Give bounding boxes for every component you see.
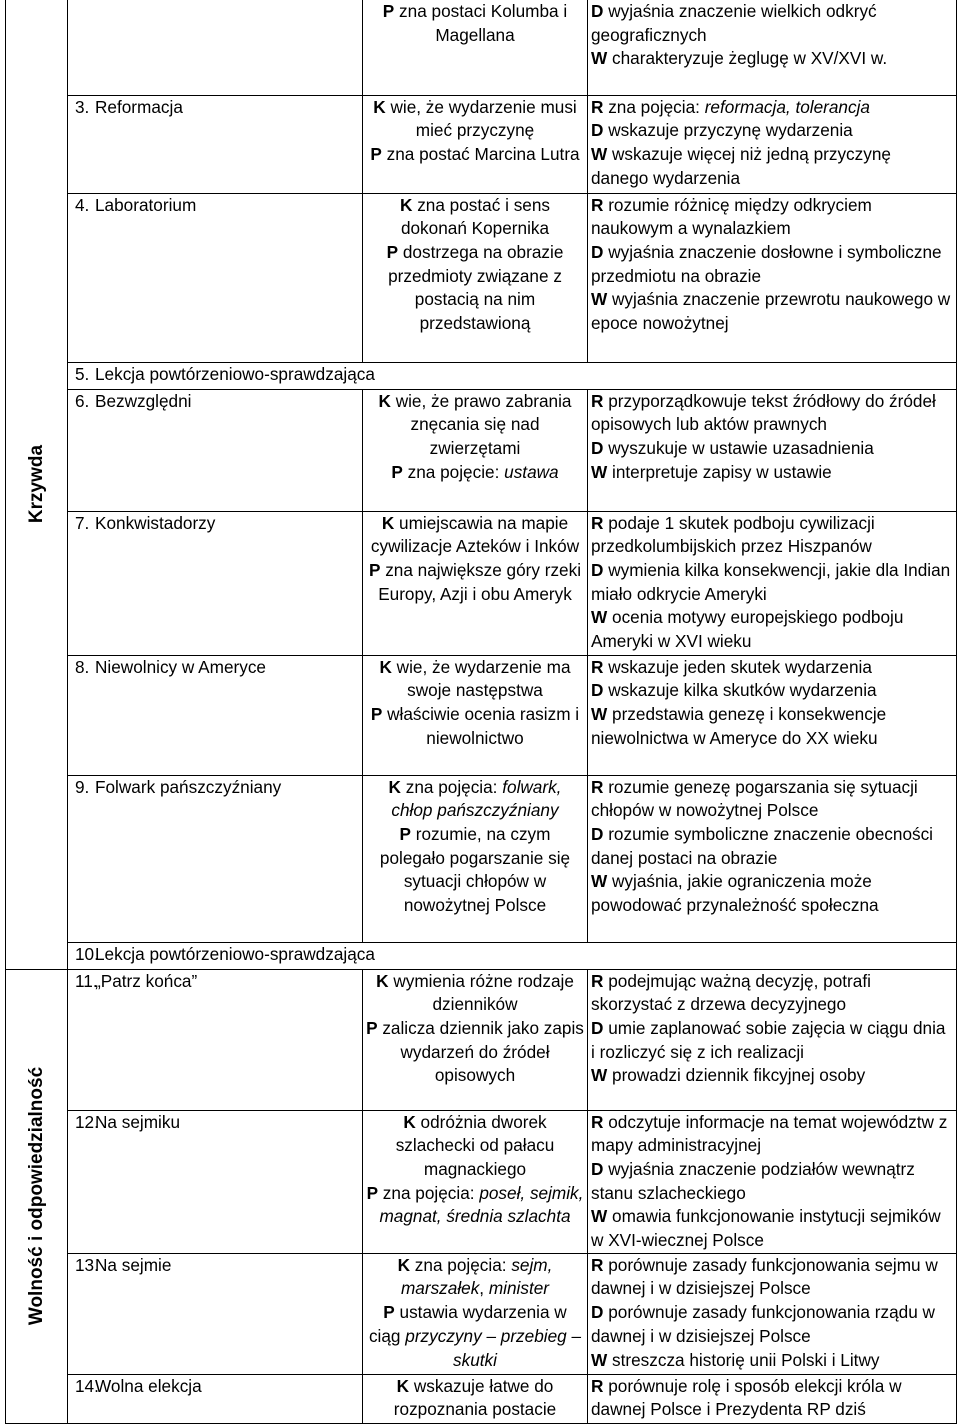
line-text: podejmując ważną decyzję, potrafi skorzystać z drzewa decyzyjnego — [591, 970, 871, 1015]
goal-line — [591, 47, 953, 71]
lesson-title: Lekcja powtórzeniowo-sprawdzająca — [95, 363, 375, 384]
level-marker: W — [591, 143, 608, 164]
lesson-title: Reformacja — [95, 96, 183, 117]
line-text: ocenia motywy europejskiego podboju Ameryki w XVI wieku — [591, 607, 904, 652]
goal-line — [591, 1349, 953, 1373]
requirements-cell — [363, 95, 588, 193]
goal-line — [591, 437, 953, 461]
level-marker: W — [591, 1065, 608, 1086]
level-marker: D — [591, 1, 604, 21]
goal-line — [591, 679, 953, 703]
goals-cell — [588, 655, 957, 775]
level-marker: P — [368, 559, 381, 580]
table-row — [6, 362, 957, 389]
level-marker: D — [591, 680, 604, 701]
level-marker: D — [591, 823, 604, 844]
level-marker: R — [591, 194, 604, 215]
requirements-cell — [363, 655, 588, 775]
requirement-line — [366, 194, 584, 241]
line-text: rozumie różnicę między odkryciem naukowym a wynalazkiem — [591, 194, 872, 239]
lesson-cell — [68, 193, 363, 362]
level-marker: K — [403, 1111, 416, 1132]
table-row — [6, 193, 957, 362]
lesson-number: 8. — [75, 656, 90, 677]
line-text: minister — [488, 1278, 550, 1299]
table-row — [6, 511, 957, 655]
goal-line — [591, 606, 953, 653]
requirement-line — [366, 0, 584, 47]
lesson-title: Lekcja powtórzeniowo-sprawdzająca — [95, 943, 375, 964]
requirement-line — [366, 776, 584, 823]
lesson-cell — [68, 1374, 363, 1423]
lesson-title: Laboratorium — [95, 194, 197, 215]
line-text: wyjaśnia, jakie ograniczenia może powodować przynależność społeczna — [591, 871, 879, 916]
lesson-number: 14. — [75, 1375, 99, 1396]
line-text: zna postać i sens dokonań Kopernika — [400, 194, 550, 239]
lesson-number: 3. — [75, 96, 90, 117]
level-marker: D — [591, 1158, 604, 1179]
goals-cell — [588, 193, 957, 362]
line-text: omawia funkcjonowanie instytucji sejmików w XVI-wiecznej Polsce — [591, 1206, 941, 1251]
line-text: zna pojęcia: — [410, 1254, 512, 1275]
requirements-cell — [363, 775, 588, 942]
line-text: wyjaśnia znaczenie podziałów wewnątrz stanu szlacheckiego — [591, 1158, 915, 1203]
requirement-line — [366, 390, 584, 461]
requirement-line — [366, 512, 584, 559]
lesson-number: 13. — [75, 1254, 99, 1275]
level-marker: P — [370, 143, 382, 164]
level-marker: R — [591, 1254, 604, 1275]
table-row — [6, 1110, 957, 1253]
line-text: właściwie ocenia rasizm i niewolnictwo — [382, 703, 580, 748]
category-label: Krzywda — [25, 445, 47, 524]
requirements-cell — [363, 389, 588, 511]
line-text: dostrzega na obrazie przedmioty związane z postacią na nim przedstawioną — [388, 241, 564, 334]
level-marker: P — [366, 1017, 378, 1038]
level-marker: P — [383, 1302, 395, 1323]
line-text: , — [479, 1278, 489, 1299]
line-text: porównuje rolę i sposób elekcji króla w dawnej Polsce i Prezydenta RP dziś — [591, 1375, 902, 1420]
requirement-line — [366, 559, 584, 606]
requirement-line — [366, 1375, 584, 1422]
table-row — [6, 775, 957, 942]
line-text: zna pojęcie: — [402, 461, 505, 482]
line-text: wyjaśnia znaczenie przewrotu naukowego w epoce nowożytnej — [591, 289, 951, 334]
goal-line — [591, 823, 953, 870]
goal-line — [591, 119, 953, 143]
level-marker: R — [591, 970, 604, 991]
table-row — [6, 969, 957, 1110]
goal-line — [591, 1375, 953, 1422]
level-marker: W — [591, 607, 608, 628]
lesson-title: Niewolnicy w Ameryce — [95, 656, 266, 677]
line-text: umiejscawia na mapie cywilizacje Azteków i Inków — [370, 512, 580, 557]
line-text: interpretuje zapisy w ustawie — [607, 461, 832, 482]
line-text: rozumie, na czym polegało pogarszanie się sytuacji chłopów w nowożytnej Polsce — [379, 823, 571, 916]
line-text: wyszukuje w ustawie uzasadnienia — [603, 437, 874, 458]
goals-cell — [588, 1374, 957, 1423]
table-body — [6, 0, 957, 1423]
goals-cell — [588, 0, 957, 95]
level-marker: K — [400, 194, 413, 215]
level-marker: D — [591, 437, 604, 458]
goal-line — [591, 1064, 953, 1088]
line-text: prowadzi dziennik fikcyjnej osoby — [607, 1065, 866, 1086]
table-row — [6, 0, 957, 95]
lesson-title: Konkwistadorzy — [95, 512, 216, 533]
goal-line — [591, 970, 953, 1017]
requirement-line — [366, 241, 584, 336]
requirement-line — [366, 1301, 584, 1372]
table-row — [6, 95, 957, 193]
goals-cell — [588, 389, 957, 511]
requirements-cell — [363, 1110, 588, 1253]
line-text: wskazuje przyczynę wydarzenia — [603, 120, 853, 141]
line-text: rozumie genezę pogarszania się sytuacji chłopów w nowożytnej Polsce — [591, 776, 918, 821]
requirement-line — [366, 143, 584, 167]
goals-cell — [588, 95, 957, 193]
line-text: zna największe góry rzeki Europy, Azji i obu Ameryk — [378, 559, 582, 604]
goal-line — [591, 1111, 953, 1158]
lesson-cell — [68, 0, 363, 95]
goals-cell — [588, 775, 957, 942]
level-marker: W — [591, 461, 608, 482]
line-text: wskazuje kilka skutków wydarzenia — [603, 680, 877, 701]
line-text: wymienia kilka konsekwencji, jakie dla Indian miało odkrycie Ameryki — [591, 559, 951, 604]
level-marker: W — [591, 289, 608, 310]
line-text: streszcza historię unii Polski i Litwy — [607, 1349, 880, 1370]
requirements-cell — [363, 969, 588, 1110]
requirements-cell — [363, 511, 588, 655]
level-marker: K — [373, 96, 386, 117]
goal-line — [591, 1158, 953, 1205]
line-text: wskazuje jeden skutek wydarzenia — [603, 656, 872, 677]
requirement-line — [366, 656, 584, 703]
level-marker: P — [382, 1, 395, 21]
goals-cell — [588, 969, 957, 1110]
goal-line — [591, 1254, 953, 1301]
goal-line — [591, 0, 953, 47]
level-marker: R — [591, 776, 604, 797]
level-marker: K — [381, 512, 395, 533]
line-text: zna pojęcia: — [400, 776, 503, 797]
goal-line — [591, 703, 953, 750]
goal-line — [591, 96, 953, 120]
line-text: umie zaplanować sobie zajęcia w ciągu dnia i rozliczyć się z ich realizacji — [591, 1017, 946, 1062]
requirements-cell — [363, 0, 588, 95]
line-text: wyjaśnia znaczenie wielkich odkryć geograficznych — [591, 1, 877, 45]
goal-line — [591, 870, 953, 917]
line-text: wskazuje więcej niż jedną przyczynę danego wydarzenia — [591, 143, 891, 188]
goal-line — [591, 1205, 953, 1252]
line-text: przedstawia genezę i konsekwencje niewolnictwa w Ameryce do XX wieku — [591, 703, 887, 748]
level-marker: P — [366, 1182, 379, 1203]
level-marker: K — [378, 390, 391, 411]
line-text: rozumie symboliczne znaczenie obecności danej postaci na obrazie — [591, 823, 934, 868]
line-text: wyjaśnia znaczenie dosłowne i symboliczne przedmiotu na obrazie — [591, 241, 942, 286]
lesson-number: 10. — [75, 943, 99, 964]
level-marker: P — [386, 241, 399, 262]
level-marker: D — [591, 241, 604, 262]
lesson-cell — [68, 1110, 363, 1253]
line-text: charakteryzuje żeglugę w XV/XVI w. — [607, 48, 888, 69]
level-marker: P — [370, 703, 383, 724]
level-marker: D — [591, 559, 604, 580]
goal-line — [591, 559, 953, 606]
lesson-cell — [68, 389, 363, 511]
level-marker: D — [591, 1302, 604, 1323]
level-marker: K — [376, 970, 389, 991]
level-marker: W — [591, 48, 608, 69]
summary-lesson-cell — [68, 362, 957, 389]
line-text: zna pojęcia: — [378, 1182, 480, 1203]
level-marker: R — [591, 512, 604, 533]
category-cell — [6, 969, 68, 1423]
line-text: porównuje zasady funkcjonowania sejmu w dawnej i w dzisiejszej Polsce — [591, 1254, 938, 1299]
level-marker: K — [396, 1375, 410, 1396]
category-cell — [6, 0, 68, 969]
line-text: ustawa — [504, 461, 559, 482]
lesson-cell — [68, 655, 363, 775]
lesson-cell — [68, 969, 363, 1110]
lesson-number: 4. — [75, 194, 90, 215]
lesson-title: Wolna elekcja — [95, 1375, 202, 1396]
level-marker: P — [391, 461, 403, 482]
line-text: podaje 1 skutek podboju cywilizacji przedkolumbijskich przez Hiszpanów — [591, 512, 875, 557]
goal-line — [591, 288, 953, 335]
line-text: sejm, marszałek — [400, 1254, 553, 1299]
table-row — [6, 942, 957, 969]
lesson-cell — [68, 95, 363, 193]
goal-line — [591, 656, 953, 680]
lesson-number: 7. — [75, 512, 90, 533]
goal-line — [591, 512, 953, 559]
line-text: odróżnia dworek szlachecki od pałacu magnackiego — [395, 1111, 555, 1179]
table-row — [6, 655, 957, 775]
level-marker: W — [591, 1349, 608, 1370]
line-text: wie, że prawo zabrania znęcania się nad zwierzętami — [390, 390, 572, 458]
lesson-number: 12. — [75, 1111, 99, 1132]
lesson-cell — [68, 775, 363, 942]
lesson-number: 9. — [75, 776, 90, 797]
level-marker: W — [591, 871, 608, 892]
goal-line — [591, 143, 953, 190]
lesson-number: 6. — [75, 390, 90, 411]
line-text: przyczyny – przebieg – skutki — [405, 1325, 582, 1370]
goal-line — [591, 390, 953, 437]
lesson-number: 11. — [75, 970, 98, 991]
line-text: wymienia różne rodzaje dzienników — [388, 970, 574, 1015]
level-marker: R — [591, 390, 604, 411]
level-marker: R — [591, 96, 604, 117]
summary-lesson-cell — [68, 942, 957, 969]
requirement-line — [366, 1254, 584, 1301]
goal-line — [591, 1017, 953, 1064]
category-label: Wolność i odpowiedzialność — [25, 1066, 47, 1326]
goals-cell — [588, 1110, 957, 1253]
lesson-cell — [68, 511, 363, 655]
level-marker: W — [591, 703, 608, 724]
line-text: przyporządkowuje tekst źródłowy do źródeł opisowych lub aktów prawnych — [591, 390, 936, 435]
goal-line — [591, 776, 953, 823]
requirement-line — [366, 970, 584, 1017]
lesson-number: 5. — [75, 363, 90, 384]
requirements-cell — [363, 193, 588, 362]
table-row — [6, 389, 957, 511]
line-text: zna postaci Kolumba i Magellana — [394, 1, 568, 45]
level-marker: R — [591, 1111, 604, 1132]
level-marker: R — [591, 1375, 604, 1396]
line-text: ustawia wydarzenia w ciąg — [368, 1302, 567, 1346]
goal-line — [591, 194, 953, 241]
goal-line — [591, 461, 953, 485]
requirement-line — [366, 823, 584, 918]
level-marker: R — [591, 656, 604, 677]
requirement-line — [366, 1017, 584, 1088]
level-marker: K — [379, 656, 392, 677]
requirement-line — [366, 1182, 584, 1229]
line-text: odczytuje informacje na temat województw z mapy administracyjnej — [591, 1111, 948, 1156]
table-row — [6, 1374, 957, 1423]
line-text: porównuje zasady funkcjonowania rządu w dawnej i w dzisiejszej Polsce — [591, 1302, 935, 1346]
requirement-line — [366, 461, 584, 485]
level-marker: K — [388, 776, 401, 797]
lesson-title: Na sejmie — [95, 1254, 172, 1275]
lesson-title: Folwark pańszczyźniany — [95, 776, 282, 797]
goals-cell — [588, 511, 957, 655]
goal-line — [591, 241, 953, 288]
level-marker: P — [399, 823, 411, 844]
requirement-line — [366, 703, 584, 750]
level-marker: D — [591, 1017, 604, 1038]
level-marker: K — [397, 1254, 411, 1275]
lesson-cell — [68, 1253, 363, 1374]
requirements-cell — [363, 1374, 588, 1423]
requirement-line — [366, 96, 584, 143]
line-text: zna pojęcia: — [603, 96, 705, 117]
line-text: reformacja, tolerancja — [704, 96, 870, 117]
level-marker: D — [591, 120, 604, 141]
lesson-title: Bezwzględni — [95, 390, 192, 411]
line-text: zalicza dziennik jako zapis wydarzeń do źródeł opisowych — [377, 1017, 584, 1086]
goals-cell — [588, 1253, 957, 1374]
lesson-title: „Patrz końca” — [95, 970, 198, 991]
curriculum-table — [5, 0, 957, 1424]
goal-line — [591, 1301, 953, 1348]
level-marker: W — [591, 1206, 608, 1227]
line-text: wie, że wydarzenie ma swoje następstwa — [391, 656, 571, 701]
table-row — [6, 1253, 957, 1374]
line-text: poseł, sejmik, magnat, średnia szlachta — [379, 1182, 584, 1227]
line-text: folwark, chłop pańszczyźniany — [391, 776, 562, 821]
line-text: wskazuje łatwe do rozpoznania postacie — [393, 1375, 557, 1420]
line-text: zna postać Marcina Lutra — [381, 143, 580, 164]
requirements-cell — [363, 1253, 588, 1374]
lesson-title: Na sejmiku — [95, 1111, 181, 1132]
line-text: wie, że wydarzenie musi mieć przyczynę — [385, 96, 577, 141]
requirement-line — [366, 1111, 584, 1182]
